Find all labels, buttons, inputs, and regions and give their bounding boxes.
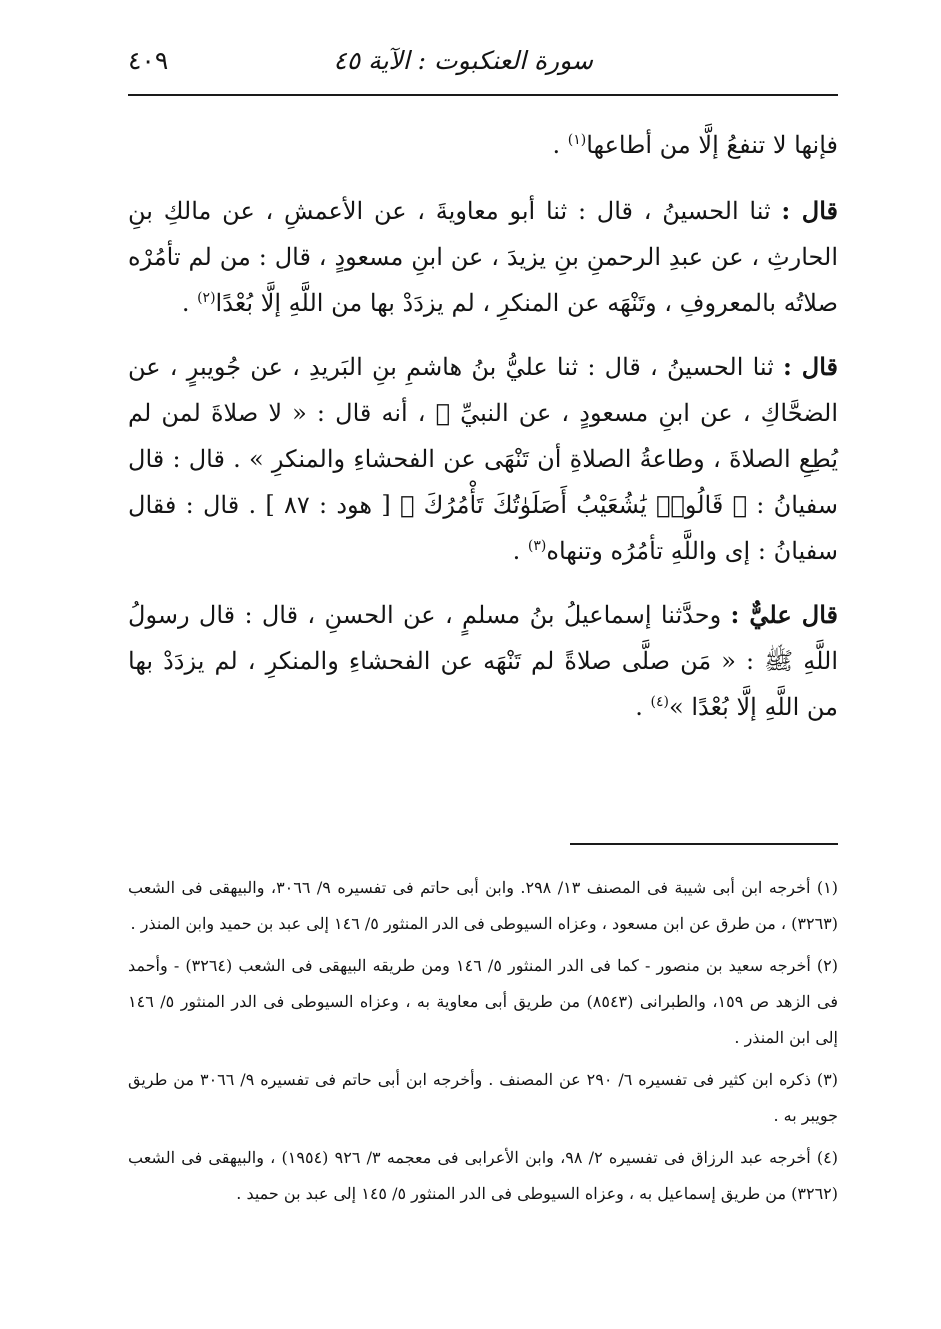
footnote-1: (١) أخرجه ابن أبى شيبة فى المصنف ١٣/ ٢٩٨. وابن أبى حاتم فى تفسيره ٩/ ٣٠٦٦، والبيهقى فى الشعب (٣٢٦٣) ، من طرق عن ابن مسعود ، وعزاه السيوطى فى الدر المنثور ٥/ ١٤٦ إلى عبد بن حميد وابن المنذر . bbox=[128, 878, 839, 933]
paragraph-tail: . bbox=[552, 131, 568, 159]
footnote-3: (٣) ذكره ابن كثير فى تفسيره ٦/ ٢٩٠ عن المصنف . وأخرجه ابن أبى حاتم فى تفسيره ٩/ ٣٠٦٦ من طريق جويبر به . bbox=[128, 1070, 839, 1125]
paragraph-lead: قال عليٌّ : bbox=[730, 600, 838, 629]
paragraph-text: وحدَّثنا إسماعيلُ بنُ مسلمٍ ، عن الحسنِ ، قال : قال رسولُ اللَّهِ ﷺ : « مَن صلَّى صلاةً لم تَنْهَه عن الفحشاءِ والمنكرِ ، لم يزدَدْ بها من اللَّهِ إلَّا بُعْدًا » bbox=[128, 601, 838, 721]
footnote-2: (٢) أخرجه سعيد بن منصور - كما فى الدر المنثور ٥/ ١٤٦ ومن طريقه البيهقى فى الشعب (٣٢٦٤) - وأحمد فى الزهد ص ١٥٩، والطبرانى (٨٥٤٣) من طريق أبى معاوية به ، وعزاه السيوطى فى الدر المنثور ٥/ ١٤٦ إلى ابن المنذر . bbox=[128, 956, 838, 1047]
paragraph-1 bbox=[128, 122, 838, 168]
paragraph-text: فإنها لا تنفعُ إلَّا من أطاعها bbox=[586, 131, 838, 159]
footnote-ref-4: (٤) bbox=[650, 694, 669, 710]
paragraph-lead: قال : bbox=[781, 196, 838, 225]
running-title: سورة العنكبوت : الآية ٤٥ bbox=[333, 46, 593, 75]
paragraph-tail: . bbox=[512, 537, 528, 565]
paragraph-4 bbox=[128, 592, 838, 730]
paragraph-tail: . bbox=[635, 693, 651, 721]
paragraph-text: ثنا الحسينُ ، قال : ثنا عليُّ بنُ هاشمِ بنِ البَريدِ ، عن جُويبرٍ ، عن الضحَّاكِ ، عن ابنِ مسعودٍ ، عن النبيِّ ﷺ ، أنه قال : « لا صلاةَ لمن لم يُطِعِ الصلاةَ ، وطاعةُ الصلاةِ أن تَنْهَى عن الفحشاءِ والمنكرِ » . قال : قال سفيانُ : ﴿ قَالُوا۟ يَٰشُعَيْبُ أَصَلَوٰتُكَ تَأْمُرُكَ ﴾ [ هود : ٨٧ ] . قال : فقال سفيانُ : إى واللَّهِ تأمُرُه وتنهاه bbox=[128, 353, 839, 565]
footnotes bbox=[128, 870, 838, 1218]
page-number: ٤٠٩ bbox=[128, 46, 169, 75]
footnote-ref-2: (٢) bbox=[197, 290, 216, 306]
paragraph-2 bbox=[128, 188, 838, 326]
paragraph-text: ثنا الحسينُ ، قال : ثنا أبو معاويةَ ، عن الأعمشِ ، عن مالكِ بنِ الحارثِ ، عن عبدِ الرحمنِ بنِ يزيدَ ، عن ابنِ مسعودٍ ، قال : من لم تأمُرْه صلاتُه بالمعروفِ ، وتَنْهَه عن المنكرِ ، لم يزدَدْ بها من اللَّهِ إلَّا بُعْدًا bbox=[128, 197, 838, 317]
footnote-ref-1: (١) bbox=[567, 132, 587, 148]
footnote-divider bbox=[570, 843, 838, 845]
footnote-4: (٤) أخرجه عبد الرزاق فى تفسيره ٢/ ٩٨، وابن الأعرابى فى معجمه ٣/ ٩٢٦ (١٩٥٤) ، والبيهقى فى الشعب (٣٢٦٢) من طريق إسماعيل به ، وعزاه السيوطى فى الدر المنثور ٥/ ١٤٥ إلى عبد بن حميد . bbox=[128, 1148, 839, 1203]
paragraph-3 bbox=[128, 344, 838, 574]
main-text bbox=[128, 122, 838, 748]
paragraph-lead: قال : bbox=[783, 352, 838, 381]
paragraph-tail: . bbox=[181, 289, 198, 317]
footnote-ref-3: (٣) bbox=[527, 538, 547, 554]
running-header bbox=[128, 38, 838, 96]
